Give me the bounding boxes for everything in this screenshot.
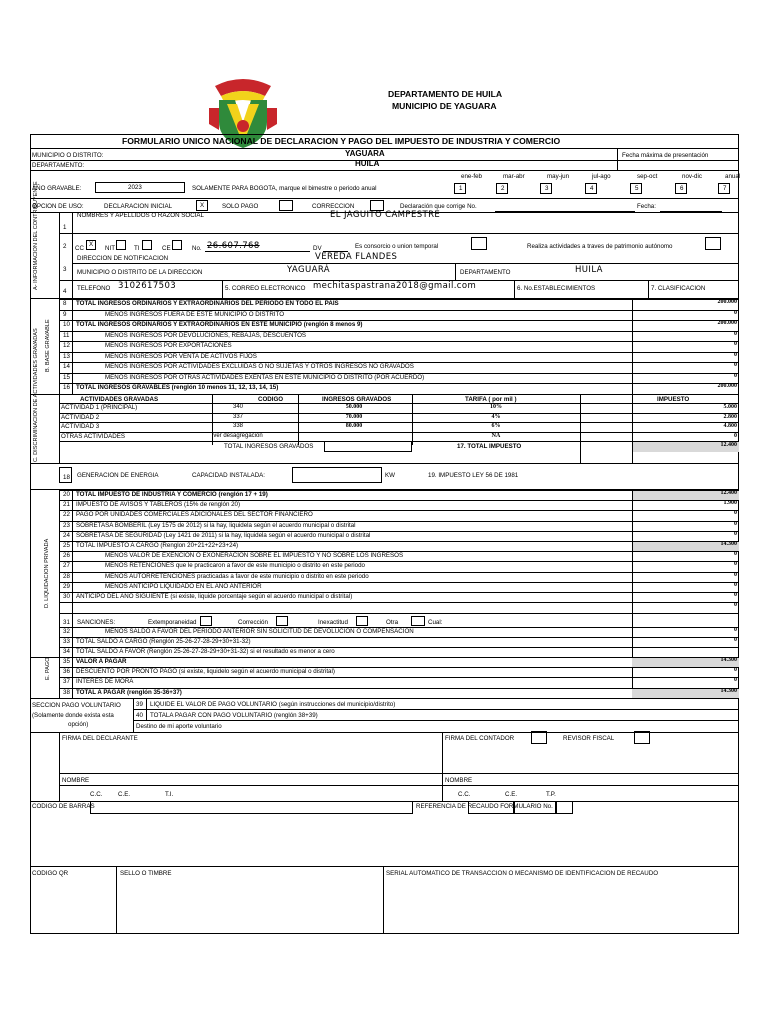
table-header: CODIGO: [258, 396, 284, 403]
ley56-label: 19. IMPUESTO LEY 56 DE 1981: [428, 472, 519, 479]
cual-label: Cual:: [428, 619, 443, 626]
row-label: SOBRETASA BOMBERIL (Ley 1575 de 2012) si la hay, liquidela según el acuerdo municipal o distrital: [76, 521, 356, 529]
activity-ingresos[interactable]: 50.000: [345, 404, 363, 410]
row-number: 23: [63, 521, 70, 529]
voluntario-label-2: (Solamente donde exista esta: [32, 712, 114, 719]
energia-label: GENERACION DE ENERGIA: [77, 472, 159, 479]
col-divider: [72, 657, 73, 698]
row-label: TOTAL INGRESOS GRAVABLES (renglón 10 menos 11, 12, 13, 14, 15): [76, 384, 279, 391]
consorcio-label: Es consorcio o union temporal: [355, 243, 439, 250]
row-value[interactable]: 0: [734, 309, 737, 316]
activity-ingresos[interactable]: 80.000: [345, 423, 363, 429]
period-label: anual: [725, 173, 741, 180]
row-number: 22: [63, 511, 70, 519]
declarante-ce-label: C.E.: [118, 791, 131, 798]
bogota-note: SOLAMENTE PARA BOGOTA, marque el bimestre o periodo anual: [192, 185, 377, 192]
row-value[interactable]: 0: [734, 341, 737, 347]
tel-label: TELEFONO: [77, 285, 111, 292]
row-label: TOTAL IMPUESTO DE INDUSTRIA Y COMERCIO (renglón 17 + 19): [76, 491, 268, 498]
row-number: 35: [63, 658, 70, 665]
row-number: 9: [63, 310, 67, 318]
municipio-label: MUNICIPIO O DISTRITO:: [32, 152, 104, 159]
row-number: 29: [63, 582, 70, 590]
ce-label: CE: [162, 245, 171, 252]
row-label: TOTAL IMPUESTO A CARGO (Renglon 20+21+22+23+24): [76, 542, 239, 549]
capacidad-field[interactable]: [292, 467, 382, 483]
row-value[interactable]: 0: [734, 520, 737, 527]
consorcio-checkbox[interactable]: [471, 237, 487, 250]
table-header: ACTIVIDADES GRAVADAS: [80, 396, 159, 403]
activity-tarifa[interactable]: NA: [491, 432, 501, 439]
col-divider: [632, 394, 633, 463]
row-value[interactable]: 0: [734, 551, 737, 558]
total-impuesto-label: 17. TOTAL IMPUESTO: [457, 443, 522, 450]
row-value[interactable]: 0: [734, 602, 737, 609]
extemp-checkbox[interactable]: [200, 616, 212, 626]
col-divider: [72, 490, 73, 657]
declarante-ti-label: T.I.: [165, 791, 174, 798]
row-label: TOTAL SALDO A FAVOR (Renglón 25-26-27-28-29+30+31-32) si el resultado es menor a cero: [76, 648, 335, 655]
department-title: DEPARTAMENTO DE HUILA: [388, 89, 503, 99]
row-value[interactable]: 14.300: [720, 687, 737, 694]
period-number: 4: [590, 185, 594, 192]
row-number: 30: [63, 593, 70, 600]
direccion-value: VEREDA FLANDES: [315, 252, 398, 262]
destino-label: Destino de mi aporte voluntario: [136, 723, 222, 730]
decl-inicial-label: DECLARACION INICIAL: [104, 203, 173, 210]
activity-impuesto[interactable]: 2.800: [723, 413, 737, 420]
activity-code[interactable]: ver desagregacion: [213, 432, 263, 439]
inexactitud-checkbox[interactable]: [356, 616, 368, 626]
contador-tp-label: T.P.: [546, 791, 556, 798]
email-value: mechitaspastrana2018@gmail.com: [313, 281, 477, 291]
row-label: TOTAL INGRESOS ORDINARIOS Y EXTRAORDINARIOS DEL PERIODO EN TODO EL PAIS: [76, 300, 339, 307]
row-label: MENOS INGRESOS POR VENTA DE ACTIVOS FIJOS: [105, 352, 257, 360]
row-value[interactable]: 200.000: [717, 299, 737, 305]
decl-inicial-mark: X: [200, 202, 205, 209]
municipality-title: MUNICIPIO DE YAGUARA: [392, 101, 497, 111]
activity-tarifa[interactable]: 10%: [490, 404, 502, 410]
contador-ce-label: C.E.: [505, 791, 518, 798]
row-value[interactable]: 0: [734, 561, 737, 568]
row-2-number: 2: [63, 243, 67, 250]
revisor-checkbox[interactable]: [634, 731, 650, 744]
sanciones-label: SANCIONES:: [77, 619, 116, 626]
contador-cc-label: C.C.: [458, 791, 471, 798]
row-label: MENOS INGRESOS POR OTRAS ACTIVIDADES EXENTAS EN ESTE MUNICIPIO O DISTRITO (POR ACUERDO): [105, 373, 425, 381]
row-3-number: 3: [63, 266, 67, 273]
estab-label: 6. No.ESTABLECIMIENTOS: [517, 285, 596, 292]
row-18-number: 18: [63, 474, 70, 481]
row-39-number: 39: [136, 701, 143, 708]
row-number: 24: [63, 531, 70, 539]
opcion-label: OPCION DE USO:: [32, 203, 84, 210]
kw-label: KW: [385, 472, 395, 479]
voluntario-label-3: opción): [68, 721, 89, 728]
email-label: 5. CORREO ELECTRONICO: [225, 285, 306, 292]
anio-field[interactable]: [95, 182, 185, 193]
row-value[interactable]: 0: [734, 351, 737, 358]
activity-tarifa[interactable]: 4%: [491, 413, 501, 420]
total-impuesto-value[interactable]: 12.400: [720, 442, 737, 448]
correccion-sancion-checkbox[interactable]: [276, 616, 288, 626]
codigo-barras-label: CODIGO DE BARRAS: [32, 803, 95, 810]
tel-value: 3102617503: [118, 281, 177, 291]
capacidad-label: CAPACIDAD INSTALADA:: [192, 472, 266, 479]
row-number: 15: [63, 373, 70, 381]
row-number: 21: [63, 501, 70, 509]
row-number: 37: [63, 678, 70, 686]
table-header: TARIFA ( por mil ): [465, 396, 517, 403]
section-a-label: A- INFORMACION DEL CONTRIBUYENTE: [33, 181, 39, 290]
col-divider: [298, 394, 299, 445]
row-number: 27: [63, 562, 70, 570]
otra-checkbox[interactable]: [411, 616, 425, 626]
col-divider: [59, 299, 60, 394]
row-value[interactable]: 0: [734, 530, 737, 537]
row-label: SOBRETASA DE SEGURIDAD (Ley 1421 de 2011) si la hay, liquidela según el acuerdo municipal o distrital: [76, 531, 371, 539]
depto-dir-label: DEPARTAMENTO: [460, 269, 511, 276]
departamento-label: DEPARTAMENTO:: [32, 162, 85, 169]
col-divider: [72, 299, 73, 394]
inexactitud-label: Inexactitud: [318, 619, 348, 626]
row-value[interactable]: 0: [734, 627, 737, 633]
dv-label: DV: [313, 245, 322, 252]
firma-declarante-label: FIRMA DEL DECLARANTE: [62, 735, 138, 742]
nombre-contador-label: NOMBRE: [445, 777, 473, 784]
referencia-box-1[interactable]: [468, 801, 514, 814]
row-number: 8: [63, 300, 67, 307]
row-label: MENOS AUTORRETENCIONES practicadas a favor de este municipio o distrito en este periodo: [105, 572, 369, 580]
cc-mark: X: [89, 241, 94, 248]
row-value[interactable]: 14.300: [720, 541, 737, 547]
firma-contador-label: FIRMA DEL CONTADOR: [445, 735, 515, 742]
row-divider: [30, 657, 739, 658]
row-number: 33: [63, 638, 70, 645]
row-label: MENOS RETENCIONES que le practicaron a favor de este municipio o distrito en este periodo: [105, 562, 365, 570]
row-label: PAGO POR UNIDADES COMERCIALES ADICIONALES DEL SECTOR FINANCIERO: [76, 511, 313, 519]
row-1-number: 1: [63, 224, 67, 231]
period-checkbox[interactable]: [540, 183, 552, 194]
voluntario-label-1: SECCION PAGO VOLUNTARIO: [32, 702, 121, 709]
nombres-value: EL JAGUITO CAMPESTRE: [330, 210, 441, 220]
row-number: 36: [63, 668, 70, 676]
activity-label: ACTIVIDAD 2: [61, 413, 100, 421]
row-31-number: 31: [63, 619, 70, 626]
nit-checkbox[interactable]: [116, 240, 126, 250]
row-label: MENOS SALDO A FAVOR DEL PERIODO ANTERIOR SIN SOLICITUD DE DEVOLUCION O COMPENSACION: [105, 628, 414, 635]
municipio-value: YAGUARA: [345, 149, 385, 158]
row-label: TOTAL SALDO A CARGO (Renglón 25-26-27-28-29+30+31-32): [76, 638, 251, 645]
fecha-label: Fecha:: [637, 203, 656, 210]
direccion-label: DIRECCION DE NOTIFICACION: [77, 255, 169, 262]
row-label: MENOS INGRESOS POR DEVOLUCIONES, REBAJAS, DESCUENTOS: [105, 331, 307, 339]
col-divider: [59, 657, 60, 698]
period-label: may-jun: [547, 173, 570, 180]
codigo-qr-label: CODIGO QR: [32, 870, 69, 877]
period-number: 3: [545, 185, 549, 192]
row-value[interactable]: 14.300: [720, 657, 737, 663]
col-divider: [59, 394, 60, 463]
row-number: 25: [63, 542, 70, 549]
activity-label: OTRAS ACTIVIDADES: [61, 432, 125, 440]
row-label: MENOS INGRESOS POR ACTIVIDADES EXCLUIDAS O NO SUJETAS Y OTROS INGRESOS NO GRAVADOS: [105, 363, 414, 370]
row-label: MENOS ANTICIPO LIQUIDADO EN EL AÑO ANTERIOR: [105, 582, 262, 590]
activity-code[interactable]: 338: [232, 423, 243, 429]
activity-label: ACTIVIDAD 3: [61, 423, 100, 430]
period-label: sep-oct: [637, 173, 658, 180]
period-label: nov-dic: [682, 173, 702, 180]
row-18-box: [59, 467, 72, 483]
row-39-label: LIQUIDE EL VALOR DE PAGO VOLUNTARIO (según instrucciones del municipio/distrito): [150, 701, 396, 708]
activity-impuesto[interactable]: 4.800: [723, 423, 737, 429]
activity-ingresos[interactable]: 70.000: [345, 413, 363, 420]
row-value[interactable]: 0: [734, 637, 737, 643]
row-number: 20: [63, 491, 70, 498]
row-value[interactable]: 0: [734, 571, 737, 578]
form-title: FORMULARIO UNICO NACIONAL DE DECLARACION Y PAGO DEL IMPUESTO DE INDUSTRIA Y COMERCIO: [122, 136, 561, 146]
otra-label: Otra: [386, 619, 399, 626]
row-number: 34: [63, 648, 70, 655]
extemp-label: Extemporaneidad: [148, 619, 197, 626]
row-label: INTERES DE MORA: [76, 678, 134, 686]
cc-label: CC: [75, 245, 84, 252]
anio-label: AÑO GRAVABLE:: [32, 185, 82, 192]
row-number: 16: [63, 384, 70, 391]
col-divider: [59, 490, 60, 657]
row-value[interactable]: 0: [734, 362, 737, 368]
row-label: DESCUENTO POR PRONTO PAGO (si existe, liquidelo según el acuerdo municipal o distrital): [76, 668, 335, 676]
row-value[interactable]: 200.000: [717, 320, 737, 326]
muni-dir-value: YAGUARÁ: [287, 265, 330, 275]
nit-label: NIT: [105, 245, 115, 252]
period-label: jul-ago: [592, 173, 611, 180]
ce-checkbox[interactable]: [172, 240, 182, 250]
serial-label: SERIAL AUTOMATICO DE TRANSACCION O MECANISMO DE IDENTIFICACION DE RECAUDO: [386, 870, 659, 877]
row-number: 13: [63, 352, 70, 360]
depto-dir-value: HUILA: [575, 265, 603, 275]
row-number: 10: [63, 321, 70, 328]
solo-pago-label: SOLO PAGO: [222, 203, 259, 210]
row-value[interactable]: 12.400: [720, 490, 737, 496]
period-checkbox[interactable]: [718, 183, 730, 194]
row-label: ANTICIPO DEL AÑO SIGUIENTE (si existe, liquide porcentaje según el acuerdo municipal o distrital): [76, 593, 353, 600]
row-number: 32: [63, 628, 70, 635]
section-c-label: C. DISCRIMINACION DE ACTIVIDADES GRAVADAS: [33, 328, 39, 462]
row-number: 38: [63, 688, 70, 696]
referencia-box-3[interactable]: [556, 801, 573, 814]
declarante-cc-label: C.C.: [90, 791, 103, 798]
ti-label: TI: [134, 245, 140, 252]
period-label: mar-abr: [503, 173, 525, 180]
correccion-sancion-label: Corrección: [238, 619, 268, 626]
total-ingresos-field[interactable]: [324, 441, 412, 452]
table-header: INGRESOS GRAVADOS: [322, 396, 392, 403]
corrige-label: Declaración que corrige No.: [400, 203, 477, 210]
activity-label: ACTIVIDAD 1 (PRINCIPAL): [61, 404, 138, 411]
row-number: 11: [63, 331, 70, 339]
decl-inicial-checkbox[interactable]: [196, 200, 208, 211]
section-e-label: E. PAGO: [45, 657, 51, 680]
section-d-label: D. LIQUIDACION PRIVADA: [44, 538, 50, 608]
clasif-label: 7. CLASIFICACION: [651, 285, 706, 292]
anio-value: 2023: [128, 184, 142, 191]
activity-impuesto[interactable]: 0: [734, 432, 737, 439]
row-label: VALOR A PAGAR: [76, 658, 127, 665]
row-label: TOTAL A PAGAR (renglón 35-36+37): [76, 688, 182, 696]
id-number: 26.607.768: [207, 241, 260, 251]
activity-code[interactable]: 337: [232, 413, 243, 420]
row-label: MENOS INGRESOS POR EXPORTACIONES: [105, 342, 232, 349]
row-label: IMPUESTO DE AVISOS Y TABLEROS (15% de renglón 20): [76, 501, 241, 509]
period-checkbox[interactable]: [454, 183, 466, 194]
row-value[interactable]: 0: [734, 677, 737, 684]
activity-impuesto[interactable]: 5.000: [723, 404, 737, 410]
nombre-declarante-label: NOMBRE: [62, 777, 90, 784]
row-40-number: 40: [136, 712, 143, 719]
fecha-max-label: Fecha máxima de presentación: [622, 152, 709, 159]
revisor-label: REVISOR FISCAL: [563, 735, 615, 742]
period-label: ene-feb: [461, 173, 482, 180]
referencia-box-2[interactable]: [514, 801, 556, 814]
activity-tarifa[interactable]: 6%: [491, 423, 501, 429]
period-number: 6: [680, 185, 684, 192]
no-label: No.: [192, 245, 202, 252]
row-number: 14: [63, 363, 70, 370]
patrimonio-checkbox[interactable]: [705, 237, 721, 250]
period-checkbox[interactable]: [585, 183, 597, 194]
ti-checkbox[interactable]: [142, 240, 152, 250]
row-value[interactable]: 0: [734, 667, 737, 674]
row-value[interactable]: 1.900: [723, 500, 737, 507]
row-label: MENOS INGRESOS FUERA DE ESTE MUNICIPIO O DISTRITO: [105, 310, 285, 318]
row-value[interactable]: 0: [734, 581, 737, 588]
activity-code[interactable]: 340: [232, 404, 243, 410]
codigo-barras-field: [90, 801, 413, 814]
table-header: IMPUESTO: [657, 396, 690, 403]
row-value[interactable]: 0: [734, 372, 737, 379]
row-40-label: TOTALA PAGAR CON PAGO VOLUNTARIO (renglón 38+39): [150, 712, 318, 719]
row-label: MENOS VALOR DE EXENCION O EXONERACION SOBRE EL IMPUESTO Y NO SOBRE LOS INGRESOS: [105, 552, 404, 560]
referencia-label: REFERENCIA DE RECAUDO FORMULARIO No.: [416, 803, 553, 810]
total-ingresos-label: TOTAL INGRESOS GRAVADOS: [224, 443, 314, 450]
period-checkbox[interactable]: [630, 183, 642, 194]
nombres-label: NOMBRES Y APELLIDOS O RAZON SOCIAL: [77, 212, 204, 219]
departamento-value: HUILA: [355, 159, 380, 168]
row-number: 26: [63, 552, 70, 560]
period-number: 7: [723, 185, 727, 192]
solo-pago-checkbox[interactable]: [279, 200, 293, 211]
row-value[interactable]: 200.000: [717, 383, 737, 389]
cc-checkbox[interactable]: [86, 240, 96, 250]
patrimonio-label: Realiza actividades a traves de patrimonio autónomo: [527, 243, 673, 250]
row-value[interactable]: 0: [734, 330, 737, 337]
period-number: 1: [459, 185, 463, 192]
period-number: 5: [635, 185, 639, 192]
row-label: TOTAL INGRESOS ORDINARIOS Y EXTRAORDINARIOS EN ESTE MUNICIPIO (renglón 8 menos 9): [76, 321, 363, 328]
row-value[interactable]: 0: [734, 592, 737, 598]
row-4-number: 4: [63, 288, 67, 295]
col-divider: [580, 394, 581, 463]
muni-dir-label: MUNICIPIO O DISTRITO DE LA DIRECCION: [77, 269, 203, 276]
period-number: 2: [501, 185, 505, 192]
section-b-label: B. BASE GRAVABLE: [45, 319, 51, 372]
row-value[interactable]: 0: [734, 510, 737, 517]
row-number: 28: [63, 572, 70, 580]
row-number: 12: [63, 342, 70, 349]
row-divider: [59, 613, 739, 614]
period-checkbox[interactable]: [496, 183, 508, 194]
contador-checkbox[interactable]: [531, 731, 547, 744]
sello-label: SELLO O TIMBRE: [120, 870, 172, 877]
correccion-label: CORRECCION: [312, 203, 355, 210]
period-checkbox[interactable]: [675, 183, 687, 194]
